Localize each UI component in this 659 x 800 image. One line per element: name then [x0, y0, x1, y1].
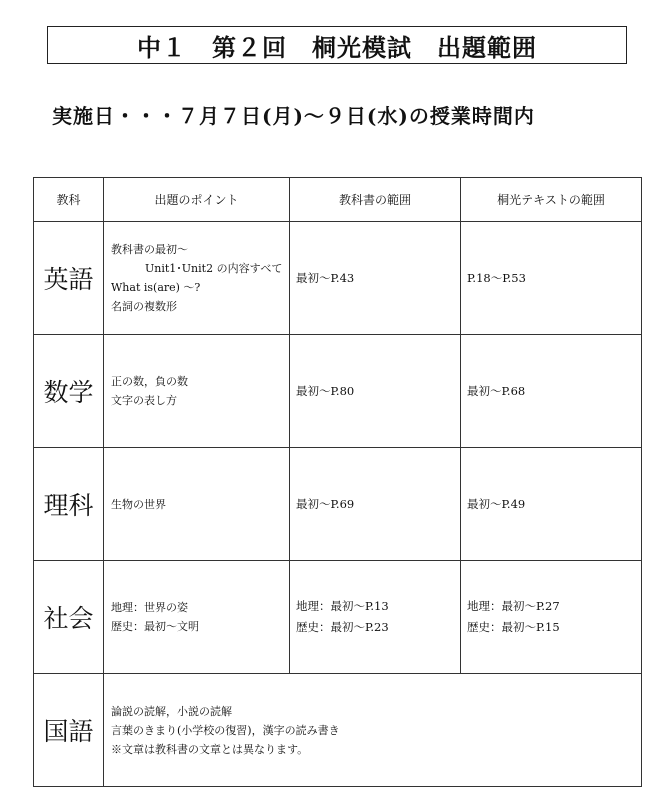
range-line: 最初～P.68 — [467, 383, 526, 398]
points-cell — [104, 335, 290, 448]
table-row — [34, 448, 642, 561]
point-line: 教科書の最初～ — [111, 243, 188, 256]
point-line: 名詞の複数形 — [111, 300, 177, 313]
range-line: 歴史：最初～P.15 — [467, 620, 560, 634]
header-points: 出題のポイント — [104, 178, 290, 222]
table-row — [34, 335, 642, 448]
point-line: 正の数，負の数 — [111, 375, 188, 388]
point-line: 地理：世界の姿 — [111, 601, 188, 614]
table-header-row — [34, 178, 642, 222]
range-line: 最初～P.43 — [296, 270, 355, 285]
table-row — [34, 561, 642, 674]
text-range-cell — [461, 335, 642, 448]
points-cell — [104, 561, 290, 674]
subject-cell: 社会 — [34, 561, 104, 674]
range-line: 最初～P.49 — [467, 496, 526, 511]
point-line: 生物の世界 — [111, 497, 166, 511]
range-line: 地理：最初～P.13 — [296, 599, 389, 613]
text-range-cell — [461, 561, 642, 674]
point-line: 歴史：最初～文明 — [111, 620, 199, 633]
exam-date-line: 実施日・・・７月７日(月)～９日(水)の授業時間内 — [52, 104, 535, 128]
points-cell — [104, 222, 290, 335]
subject-cell: 英語 — [34, 222, 104, 335]
textbook-range-cell — [290, 335, 461, 448]
point-line: 文字の表し方 — [111, 394, 177, 407]
header-subject: 教科 — [34, 178, 104, 222]
point-line: Unit1･Unit2 の内容すべて — [145, 262, 283, 275]
points-cell — [104, 674, 642, 787]
text-range-cell — [461, 222, 642, 335]
point-line: 論説の読解，小説の読解 — [111, 704, 232, 718]
text-range-cell — [461, 448, 642, 561]
subject-cell: 理科 — [34, 448, 104, 561]
textbook-range-cell — [290, 561, 461, 674]
textbook-range-cell — [290, 448, 461, 561]
subject-cell: 国語 — [34, 674, 104, 787]
table-row — [34, 674, 642, 787]
point-line: What is(are) ～? — [111, 281, 201, 294]
exam-range-table — [33, 177, 642, 787]
header-textbook-range: 教科書の範囲 — [290, 178, 461, 222]
range-line: 最初～P.80 — [296, 383, 355, 398]
point-line: ※文章は教科書の文章とは異なります。 — [111, 742, 309, 756]
header-text-range: 桐光テキストの範囲 — [461, 178, 642, 222]
range-line: P.18～P.53 — [467, 270, 526, 285]
range-line: 地理：最初～P.27 — [467, 599, 560, 613]
textbook-range-cell — [290, 222, 461, 335]
point-line: 言葉のきまり(小学校の復習)，漢字の読み書き — [111, 723, 340, 737]
points-cell — [104, 448, 290, 561]
page-title: 中１ 第２回 桐光模試 出題範囲 — [47, 26, 627, 64]
table-row — [34, 222, 642, 335]
range-line: 歴史：最初～P.23 — [296, 620, 389, 634]
range-line: 最初～P.69 — [296, 496, 355, 511]
subject-cell: 数学 — [34, 335, 104, 448]
